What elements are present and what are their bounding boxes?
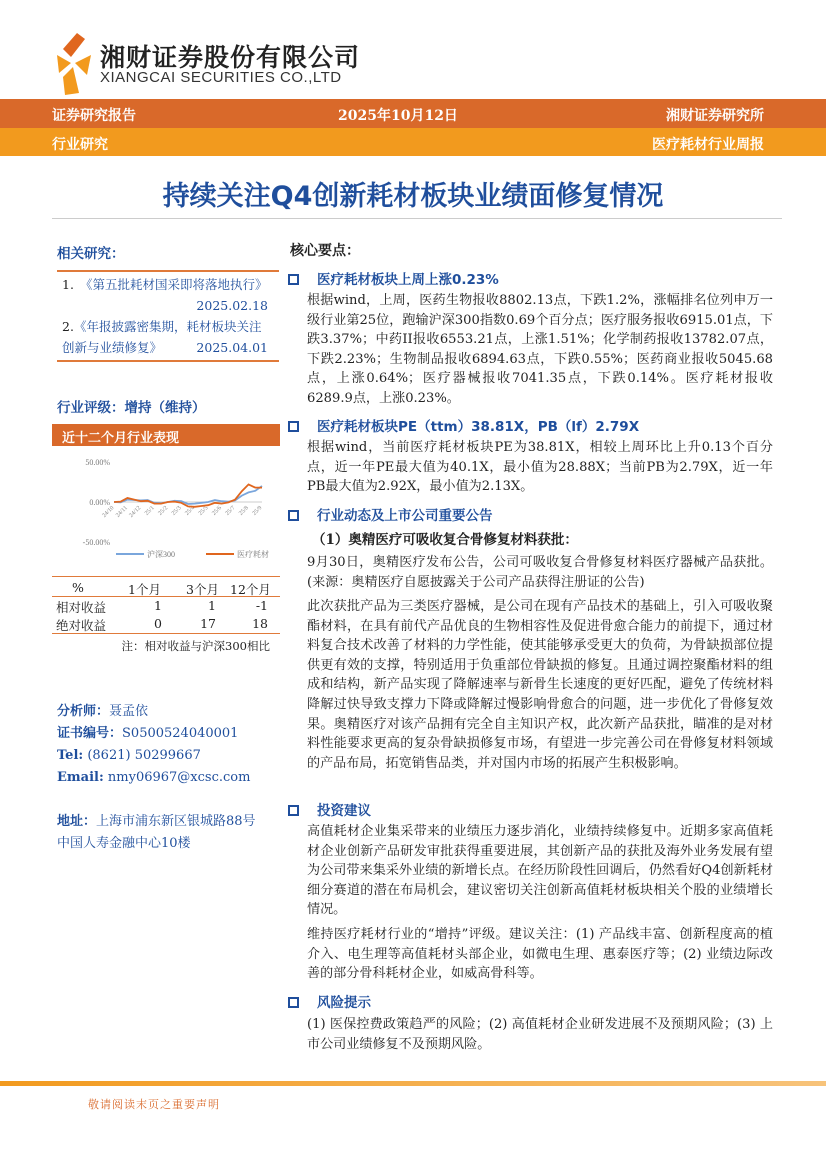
x-tick-label: 25/8 xyxy=(238,505,250,517)
table-cell: 1 xyxy=(154,598,162,613)
paragraph: 维持医疗耗材行业的“增持”评级。建议关注：(1) 产品线丰富、创新程度高的植介入、电生理等高值耗材头部企业，如微电生理、惠泰医疗等；(2) 业绩边际改善的部分骨科耗材企业，如威高骨科等。 xyxy=(307,927,773,982)
related-list xyxy=(62,274,268,358)
footer-rule xyxy=(0,1081,826,1086)
table-header: % xyxy=(72,580,84,595)
section-heading xyxy=(288,991,371,1011)
page-title: 持续关注Q4创新耗材板块业绩面修复情况 xyxy=(162,181,664,212)
email-link[interactable]: nmy06967@xcsc.com xyxy=(107,770,251,785)
section-heading xyxy=(288,415,639,435)
performance-table xyxy=(52,578,280,634)
section-title: 行业动态及上市公司重要公告 xyxy=(317,508,493,524)
company-logo-icon xyxy=(55,33,93,95)
table-header: 3个月 xyxy=(186,582,219,597)
related-date: 2025.02.18 xyxy=(196,298,268,313)
related-date: 2025.04.01 xyxy=(196,340,268,355)
paragraph: (1) 医保控费政策趋严的风险；(2) 高值耗材企业研发进展不及预期风险；(3) 上市公司业绩修复不及预期风险。 xyxy=(307,1017,773,1052)
related-item[interactable]: 1. 《第五批耗材国采即将落地执行》 2025.02.18 xyxy=(62,274,268,316)
cert-number: S0500524040001 xyxy=(122,726,239,741)
y-tick-label: 0.00% xyxy=(89,498,110,507)
x-tick-label: 24/12 xyxy=(128,505,143,520)
divider xyxy=(52,218,782,219)
y-tick-label: -50.00% xyxy=(82,538,110,547)
table-header: 1个月 xyxy=(128,582,161,597)
related-item[interactable]: 2.《年报披露密集期，耗材板块关注创新与业绩修复》 2025.04.01 xyxy=(62,316,268,358)
core-points-heading: 核心要点： xyxy=(290,243,360,259)
table-cell: 1 xyxy=(208,598,216,613)
section-heading xyxy=(288,268,499,288)
x-tick-label: 25/5 xyxy=(197,505,210,517)
section-heading xyxy=(288,799,371,819)
footer-disclaimer: 敬请阅读末页之重要声明 xyxy=(88,1098,220,1111)
divider xyxy=(52,596,280,597)
tel: (8621) 50299667 xyxy=(87,748,201,763)
subsection-title: （1）奥精医疗可吸收复合骨修复材料获批： xyxy=(312,532,578,548)
performance-heading: 近十二个月行业表现 xyxy=(52,424,280,446)
legend-label: 医疗耗材 xyxy=(237,550,269,559)
table-note: 注：相对收益与沪深300相比 xyxy=(121,639,270,653)
divider xyxy=(52,576,280,577)
paragraph: 9月30日，奥精医疗发布公告，公司可吸收复合骨修复材料医疗器械产品获批。(来源：奥精医疗自愿披露关于公司产品获得注册证的公告) xyxy=(307,555,773,590)
section-title: 投资建议 xyxy=(317,803,371,819)
x-tick-label: 25/7 xyxy=(224,505,237,517)
x-tick-label: 24/10 xyxy=(101,505,116,520)
paragraph: 根据wind，当前医疗耗材板块PE为38.81X，相较上周环比上升0.13个百分点，近一年PE最大值为40.1X，最小值为28.88X；当前PB为2.79X，近一年PB最大值为2.92X，最小值为2.13X。 xyxy=(307,440,773,495)
divider xyxy=(57,270,279,272)
header-band xyxy=(0,99,826,128)
subheader-band xyxy=(0,128,826,156)
related-link[interactable]: 《年报披露密集期，耗材板块关注创新与业绩修复》 xyxy=(62,319,262,355)
report-type: 证券研究报告 xyxy=(52,108,136,124)
section-title: 医疗耗材板块上周上涨0.23% xyxy=(317,272,499,288)
table-cell: 0 xyxy=(154,616,162,631)
analyst-name: 聂孟依 xyxy=(109,704,149,719)
x-tick-label: 25/3 xyxy=(170,505,183,517)
section-title: 医疗耗材板块PE（ttm）38.81X，PB（lf）2.79X xyxy=(317,419,640,435)
checkbox-bullet-icon xyxy=(288,421,299,432)
table-cell: 18 xyxy=(252,616,268,631)
checkbox-bullet-icon xyxy=(288,274,299,285)
company-name-en: XIANGCAI SECURITIES CO.,LTD xyxy=(100,69,342,86)
divider xyxy=(52,633,280,634)
label: 分析师： xyxy=(57,704,110,719)
analyst-info xyxy=(57,701,287,855)
performance-chart xyxy=(52,450,280,575)
x-tick-label: 25/6 xyxy=(211,505,224,517)
label: Tel: xyxy=(57,748,84,763)
paragraph: 高值耗材企业集采带来的业绩压力逐步消化，业绩持续修复中。近期多家高值耗材企业创新产品研发审批获得重要进展，其创新产品的获批及海外业务发展有望为公司带来集采外业绩的新增长点。在经历阶段性回调后，仍然看好Q4创新耗材细分赛道的潜在布局机会，建议密切关注创新高值耗材板块相关个股的业绩增长情况。 xyxy=(307,824,773,918)
section-title: 风险提示 xyxy=(317,995,371,1011)
institute: 湘财证券研究所 xyxy=(666,108,764,124)
table-cell: 相对收益 xyxy=(56,600,107,615)
x-tick-label: 25/2 xyxy=(157,505,170,517)
legend-label: 沪深300 xyxy=(147,550,175,559)
divider xyxy=(57,360,279,362)
address: 上海市浦东新区银城路88号 xyxy=(96,814,256,829)
address: 中国人寿金融中心10楼 xyxy=(57,836,191,851)
x-tick-label: 24/11 xyxy=(115,505,129,519)
table-cell: 绝对收益 xyxy=(56,618,107,633)
report-date: 2025年10月12日 xyxy=(338,108,458,124)
x-tick-label: 25/4 xyxy=(184,505,197,517)
label: Email: xyxy=(57,770,104,785)
checkbox-bullet-icon xyxy=(288,997,299,1008)
x-tick-label: 25/1 xyxy=(143,505,156,517)
related-research-heading: 相关研究： xyxy=(57,246,125,262)
series-name: 医疗耗材行业周报 xyxy=(652,137,764,153)
y-tick-label: 50.00% xyxy=(85,458,110,467)
x-tick-label: 25/9 xyxy=(251,505,264,517)
related-link[interactable]: 《第五批耗材国采即将落地执行》 xyxy=(79,277,268,292)
company-name-cn: 湘财证券股份有限公司 xyxy=(100,43,361,72)
label: 证书编号： xyxy=(57,726,123,741)
category: 行业研究 xyxy=(52,137,108,153)
checkbox-bullet-icon xyxy=(288,510,299,521)
paragraph: 此次获批产品为三类医疗器械，是公司在现有产品技术的基础上，引入可吸收聚酯材料，在具有前代产品优良的生物相容性及促进骨愈合能力的前提下，通过材料复合技术改善了材料的力学性能，使其能够承受更大的负荷，为骨缺损部位提供更有效的支撑，特别适用于负重部位骨缺损的修复。且通过调控聚酯材料的组成和结构，新产品实现了降解速率与新骨生长速度的更好匹配，避免了传统材料降解过快导致支撑力下降或降解过慢影响骨愈合的问题，进一步优化了骨修复效果。奥精医疗对该产品拥有完全自主知识产权，此次新产品获批，瞄准的是对材料性能要求更高的复杂骨缺损修复市场，有望进一步完善公司在骨修复材料领域的产品布局，拓宽销售品类，并对国内市场的拓展产生积极影响。 xyxy=(307,599,773,771)
industry-rating: 行业评级：增持（维持） xyxy=(57,400,206,416)
section-heading xyxy=(288,504,493,524)
checkbox-bullet-icon xyxy=(288,805,299,816)
table-cell: -1 xyxy=(255,598,268,613)
paragraph: 根据wind，上周，医药生物报收8802.13点，下跌1.2%，涨幅排名位列申万一级行业第25位，跑输沪深300指数0.69个百分点；医疗服务报收6915.01点，下跌3.37%；中药II报收6553.21点，上涨1.51%；化学制药报收13782.07点，下跌2.23%；生物制品报收6894.63点，下跌0.55%；医药商业报收5045.68点，上涨0.64%；医疗器械报收7041.35点，下跌0.14%。医疗耗材报收6289.9点，上涨0.23%。 xyxy=(307,293,773,406)
table-cell: 17 xyxy=(200,616,216,631)
label: 地址： xyxy=(57,814,97,829)
table-header: 12个月 xyxy=(230,582,271,597)
